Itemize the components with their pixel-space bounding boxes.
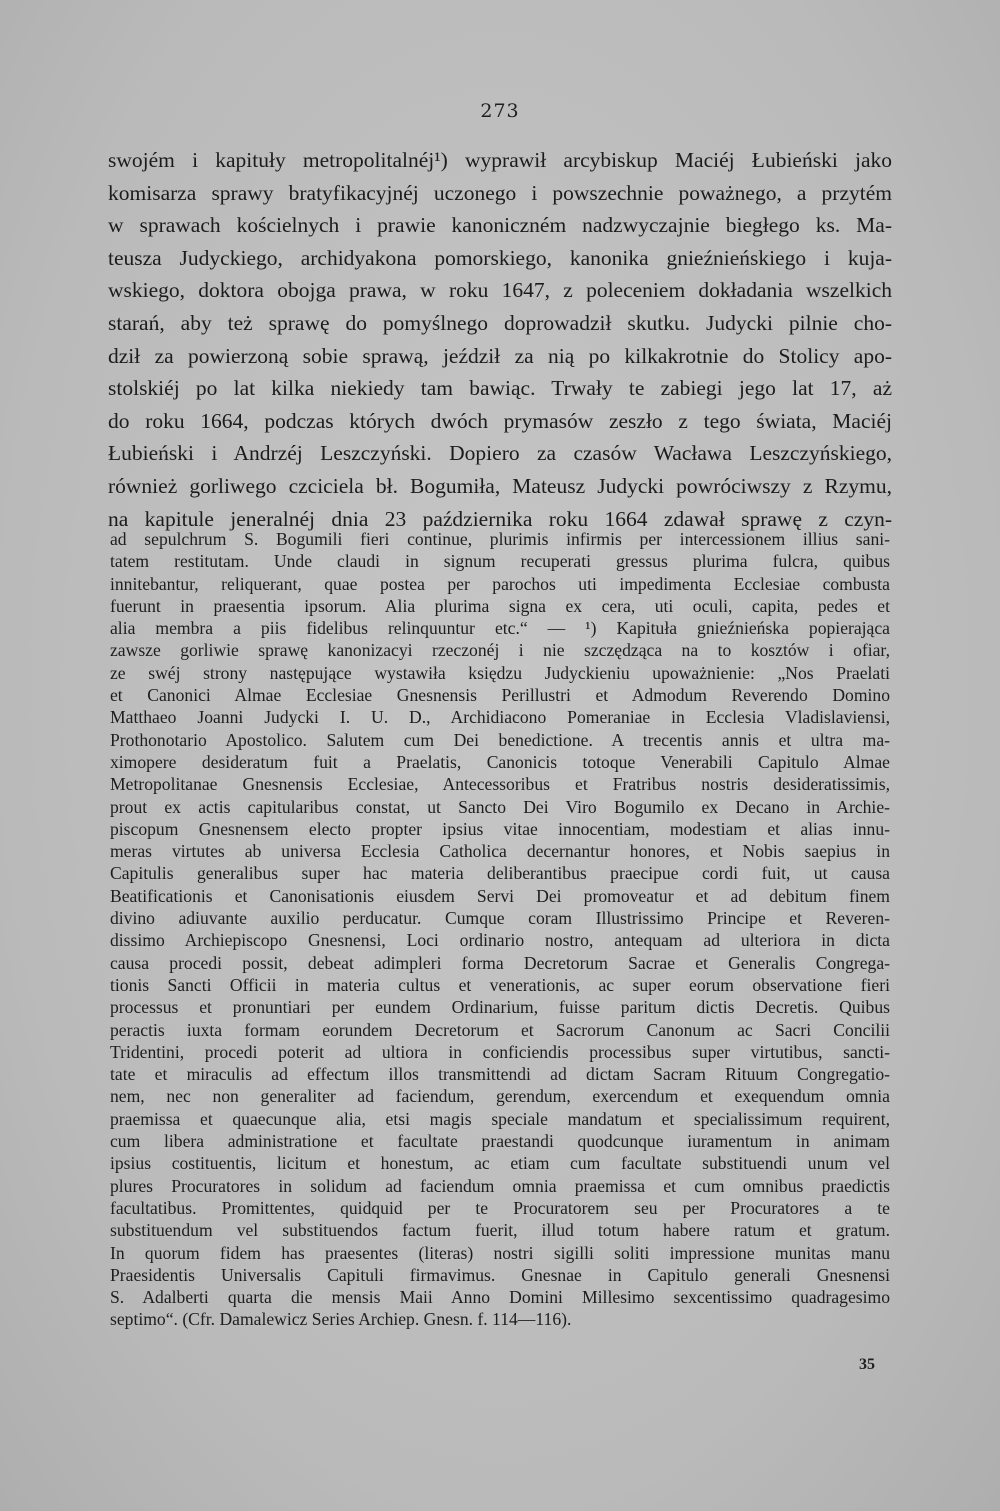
footnote-line: piscopum Gnesnensem electo propter ipsius vitae innocentiam, modestiam et alias innu- xyxy=(110,818,890,839)
text-line: swojém i kapituły metropolitalnéj¹) wyprawił arcybiskup Maciéj Łubieński jako xyxy=(108,148,892,172)
footnote-line: tate et miraculis ad effectum illos transmittendi ad dictam Sacram Rituum Congregatio- xyxy=(110,1064,890,1085)
footnote-line: praemissa et quaecunque alia, etsi magis speciale mandatum et specialissimum requirent, xyxy=(110,1108,890,1129)
footnote-line: Tridentini, procedi poterit ad ultiora in conficiendis processibus super virtutibus, sancti- xyxy=(110,1041,890,1062)
text-line: teusza Judyckiego, archidyakona pomorskiego, kanonika gnieźnieńskiego i kuja- xyxy=(108,245,892,270)
footnote-line: plures Procuratores in solidum ad faciendum omnia praemissa et cum omnibus praedictis xyxy=(110,1175,890,1196)
footnote-line: nem, nec non generaliter ad faciendum, gerendum, exercendum et exequendum omnia xyxy=(110,1086,890,1107)
footnote-line: ad sepulchrum S. Bogumili fieri continue, plurimis infirmis per intercessionem illius sani- xyxy=(110,529,890,549)
main-text-block xyxy=(108,144,892,535)
footnote-line: Capitulis generalibus super hac materia deliberantibus praecipue cordi fuit, ut causa xyxy=(110,863,890,884)
footnote-line: causa procedi possit, debeat adimpleri forma Decretorum Sacrae et Generalis Congrega- xyxy=(110,952,890,973)
footnote-line: substituendum vel substituendos factum fuerit, illud totum habere ratum et gratum. xyxy=(110,1220,890,1241)
text-line: stolskiéj po lat kilka niekiedy tam bawiąc. Trwały te zabiegi jego lat 17, aż xyxy=(108,376,892,401)
text-line: starań, aby też sprawę do pomyślnego doprowadził skutku. Judycki pilnie cho- xyxy=(108,310,892,335)
footnote-line: Beatificationis et Canonisationis eiusdem Servi Dei promoveatur et ad debitum finem xyxy=(110,885,890,906)
footnote-line: Prothonotario Apostolico. Salutem cum Dei benedictione. A trecentis annis et ultra ma- xyxy=(110,729,890,750)
footnote-line: prout ex actis capitularibus constat, ut Sancto Dei Viro Bogumilo ex Decano in Archie- xyxy=(110,796,890,817)
text-line: do roku 1664, podczas których dwóch prymasów zeszło z tego świata, Maciéj xyxy=(108,408,892,433)
footnote-line: In quorum fidem has praesentes (literas) nostri sigilli soliti impressione munitas manu xyxy=(110,1242,890,1263)
footnote-line: Matthaeo Joanni Judycki I. U. D., Archidiacono Pomeraniae in Ecclesia Vladislaviensi, xyxy=(110,707,890,728)
page-number: 273 xyxy=(480,100,520,122)
text-line: wskiego, doktora obojga prawa, w roku 1647, z poleceniem dokładania wszelkich xyxy=(108,278,892,303)
text-line: dził za powierzoną sobie sprawą, jeździł za nią po kilkakrotnie do Stolicy apo- xyxy=(108,343,892,368)
text-line: na kapitule jeneralnéj dnia 23 października roku 1664 zdawał sprawę z czyn- xyxy=(108,506,892,531)
footnote-line: fuerunt in praesentia ipsorum. Alia plurima signa ex cera, uti oculi, capita, pedes et xyxy=(110,595,890,616)
footnote-line: S. Adalberti quarta die mensis Maii Anno Domini Millesimo sexcentissimo quadragesimo xyxy=(110,1287,890,1308)
footnote-line: tionis Sancti Officii in materia cultus et venerationis, ac super eorum observatione fieri xyxy=(110,974,890,995)
footnote-line: ze swéj strony następujące wystawiła księdzu Judyckieniu upoważnienie: „Nos Praelati xyxy=(110,662,890,683)
footnote-line: cum libera administratione et facultate praestandi quodcunque iuramentum in animam xyxy=(110,1131,890,1152)
footnote-line: meras virtutes ab universa Ecclesia Catholica decernantur honores, et Nobis saepius in xyxy=(110,841,890,862)
footnote-line: ximopere desideratum fuit a Praelatis, Canonicis totoque Venerabili Capitulo Almae xyxy=(110,751,890,772)
signature-mark: 35 xyxy=(859,1356,875,1373)
text-line: Łubieński i Andrzéj Leszczyński. Dopiero za czasów Wacława Leszczyńskiego, xyxy=(108,441,892,466)
footnote-line: divino adiuvante auxilio perducatur. Cumque coram Illustrissimo Principe et Reveren- xyxy=(110,908,890,929)
footnote-line: tatem restitutam. Unde claudi in signum recuperati gressus plurima fulcra, quibus xyxy=(110,551,890,572)
text-line: komisarza sprawy bratyfikacyjnéj uczonego i powszechnie poważnego, a przytém xyxy=(108,180,892,205)
footnote-line: septimo“. (Cfr. Damalewicz Series Archiep. Gnesn. f. 114—116). xyxy=(110,1309,572,1330)
footnote-line: zawsze gorliwie sprawę kanonizacyi rzeczonéj i nie szczędząca na to kosztów i ofiar, xyxy=(110,640,890,661)
footnote-line: et Canonici Almae Ecclesiae Gnesnensis Perillustri et Admodum Reverendo Domino xyxy=(110,685,890,706)
footnote-line: alia membra a piis fidelibus relinquuntur etc.“ — ¹) Kapituła gnieźnieńska popierająca xyxy=(110,618,890,639)
footnote-line: innitebantur, reliquerant, quae postea per parochos uti impedimenta Ecclesiae combusta xyxy=(110,573,890,594)
footnote-line: peractis iuxta formam eorundem Decretorum et Sacrorum Canonum ac Sacri Concilii xyxy=(110,1019,890,1040)
footnote-block xyxy=(110,528,890,1331)
footnote-line: dissimo Archiepiscopo Gnesnensi, Loci ordinario nostro, antequam ad ulteriora in dicta xyxy=(110,930,890,951)
footnote-line: Metropolitanae Gnesnensis Ecclesiae, Antecessoribus et Fratribus nostris desideratissimis, xyxy=(110,774,890,795)
footnote-line: Praesidentis Universalis Capituli firmavimus. Gnesnae in Capitulo generali Gnesnensi xyxy=(110,1264,890,1285)
text-line: w sprawach kościelnych i prawie kanoniczném nadzwyczajnie biegłego ks. Ma- xyxy=(108,213,892,238)
footnote-line: processus et pronuntiari per eundem Ordinarium, fuisse paritum dictis Decretis. Quibus xyxy=(110,997,890,1018)
text-line: również gorliwego czciciela bł. Bogumiła, Mateusz Judycki powróciwszy z Rzymu, xyxy=(108,473,892,498)
footnote-line: facultatibus. Promittentes, quidquid per te Procuratorem seu per Procuratores a te xyxy=(110,1197,890,1218)
footnote-line: ipsius costituentis, licitum et honestum, ac etiam cum facultate substituendi unum vel xyxy=(110,1153,890,1174)
